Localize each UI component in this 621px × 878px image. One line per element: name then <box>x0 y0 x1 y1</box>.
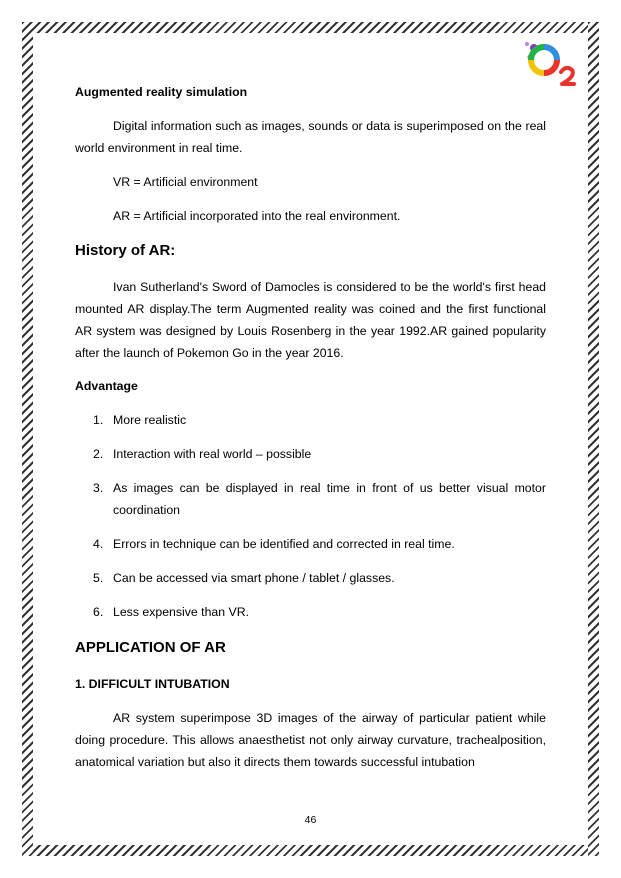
heading-application: APPLICATION OF AR <box>75 639 226 656</box>
page-border-top <box>22 22 599 33</box>
paragraph-intubation: AR system superimpose 3D images of the airway of particular patient while doing procedure. This allows anaesthetist not only airway curvature, trachealposition, anatomical variation but also it directs them towards successful intubation <box>75 711 546 769</box>
vr-definition: VR = Artificial environment <box>113 175 258 189</box>
page-number: 46 <box>304 814 317 826</box>
paragraph-ar-simulation: Digital information such as images, sounds or data is superimposed on the real world environment in real time. <box>75 119 546 155</box>
page-border-bottom <box>22 845 599 856</box>
page-border-left <box>22 22 33 856</box>
heading-ar-simulation: Augmented reality simulation <box>75 85 248 99</box>
paragraph-history: Ivan Sutherland's Sword of Damocles is considered to be the world's first head mounted AR display.The term Augmented reality was coined and the first functional AR system was designed by Louis Rosenberg in the year 1992.AR gained popularity after the launch of Pokemon Go in the year 2016. <box>75 280 546 360</box>
ar-definition: AR = Artificial incorporated into the real environment. <box>113 209 401 223</box>
heading-advantage: Advantage <box>75 379 138 393</box>
heading-difficult-intubation: 1. DIFFICULT INTUBATION <box>75 677 230 691</box>
heading-history: History of AR: <box>75 242 176 259</box>
o2-logo <box>522 38 580 88</box>
page-border-right <box>588 22 599 856</box>
